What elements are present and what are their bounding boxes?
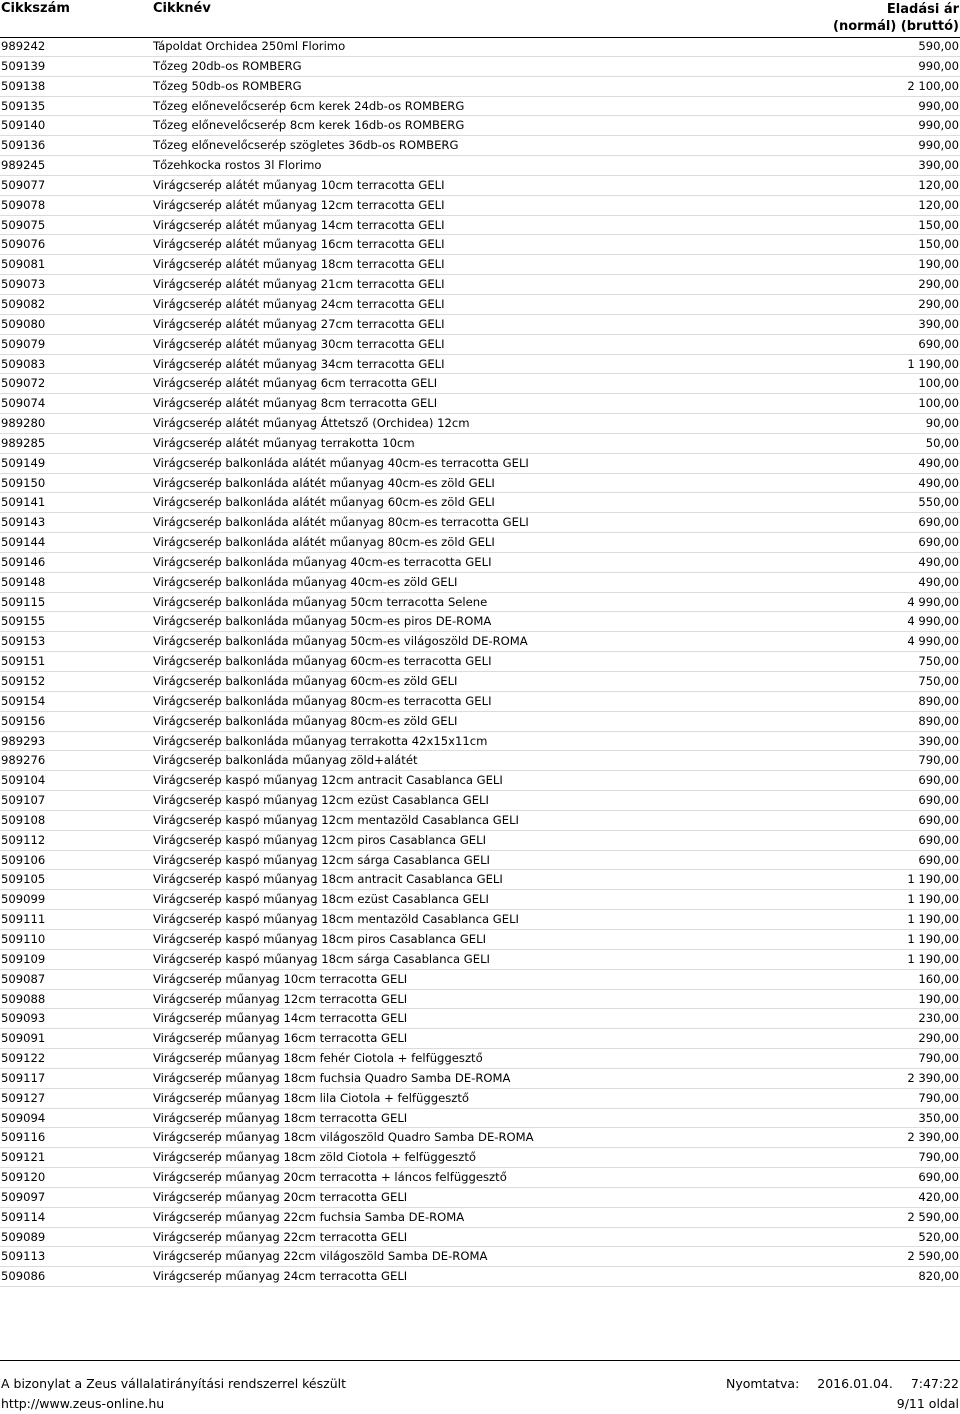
- row-price: 290,00: [918, 277, 959, 292]
- table-row: [0, 37, 960, 57]
- row-price: 350,00: [918, 1110, 959, 1125]
- row-price: 50,00: [925, 435, 959, 450]
- table-row: [0, 136, 960, 156]
- row-code: 989242: [1, 39, 46, 53]
- row-price: 1 190,00: [907, 892, 959, 907]
- product-table-body: [0, 37, 960, 1287]
- row-code: 509111: [1, 912, 46, 927]
- row-price: 520,00: [918, 1229, 959, 1244]
- row-name: Virágcserép műanyag 20cm terracotta GELI: [153, 1189, 408, 1204]
- table-row: [0, 1009, 960, 1029]
- row-price: 820,00: [918, 1269, 959, 1284]
- table-row: [0, 831, 960, 851]
- row-name: Virágcserép alátét műanyag 6cm terracotta GELI: [153, 376, 438, 391]
- row-name: Virágcserép balkonláda műanyag zöld+alátét: [153, 753, 418, 768]
- row-code: 509148: [1, 574, 46, 589]
- row-code: 509122: [1, 1051, 46, 1066]
- row-name: Virágcserép alátét műanyag 30cm terracotta GELI: [153, 336, 445, 351]
- row-price: 2 100,00: [907, 78, 959, 93]
- row-name: Virágcserép műanyag 16cm terracotta GELI: [153, 1031, 408, 1046]
- row-code: 509150: [1, 475, 46, 490]
- table-row: [0, 255, 960, 275]
- table-row: [0, 672, 960, 692]
- footer-printed-label: Nyomtatva:: [725, 1376, 800, 1391]
- row-name: Virágcserép műanyag 22cm fuchsia Samba DE-ROMA: [153, 1209, 465, 1224]
- row-name: Virágcserép műanyag 22cm terracotta GELI: [153, 1229, 408, 1244]
- table-row: [0, 533, 960, 553]
- row-name: Virágcserép kaspó műanyag 12cm piros Casablanca GELI: [153, 832, 487, 847]
- row-price: 690,00: [918, 1170, 959, 1185]
- row-name: Virágcserép alátét műanyag 21cm terracotta GELI: [153, 277, 445, 292]
- row-code: 509081: [1, 257, 46, 272]
- row-price: 4 990,00: [907, 634, 959, 649]
- row-price: 750,00: [918, 654, 959, 669]
- row-price: 100,00: [918, 376, 959, 391]
- row-name: Virágcserép műanyag 18cm terracotta GELI: [153, 1110, 408, 1125]
- row-code: 509094: [1, 1110, 46, 1125]
- row-price: 290,00: [918, 1031, 959, 1046]
- row-price: 490,00: [918, 574, 959, 589]
- table-row: [0, 811, 960, 831]
- table-row: [0, 712, 960, 732]
- row-name: Virágcserép balkonláda alátét műanyag 60cm-es zöld GELI: [153, 495, 495, 510]
- row-code: 509089: [1, 1229, 46, 1244]
- row-price: 690,00: [918, 852, 959, 867]
- row-name: Virágcserép műanyag 14cm terracotta GELI: [153, 1011, 408, 1026]
- row-name: Virágcserép kaspó műanyag 18cm ezüst Casablanca GELI: [153, 892, 489, 907]
- row-price: 230,00: [918, 1011, 959, 1026]
- table-header: [0, 0, 960, 38]
- row-name: Virágcserép kaspó műanyag 12cm sárga Casablanca GELI: [153, 852, 490, 867]
- row-price: 890,00: [918, 693, 959, 708]
- row-name: Virágcserép balkonláda műanyag 50cm-es piros DE-ROMA: [153, 614, 492, 629]
- footer-printed-time: 7:47:22: [910, 1376, 959, 1391]
- row-code: 509072: [1, 376, 46, 391]
- table-row: [0, 394, 960, 414]
- row-price: 890,00: [918, 713, 959, 728]
- row-code: 509097: [1, 1189, 46, 1204]
- table-row: [0, 295, 960, 315]
- row-code: 509139: [1, 58, 46, 73]
- table-row: [0, 851, 960, 871]
- row-code: 509138: [1, 78, 46, 93]
- table-row: [0, 612, 960, 632]
- row-price: 120,00: [918, 177, 959, 192]
- row-name: Virágcserép műanyag 24cm terracotta GELI: [153, 1269, 408, 1284]
- table-row: [0, 1109, 960, 1129]
- row-price: 490,00: [918, 554, 959, 569]
- table-row: [0, 553, 960, 573]
- table-row: [0, 156, 960, 176]
- row-name: Virágcserép balkonláda műanyag terrakotta 42x15x11cm: [153, 733, 488, 748]
- row-code: 509114: [1, 1209, 46, 1224]
- header-name: Cikknév: [153, 1, 211, 16]
- row-name: Virágcserép balkonláda műanyag 60cm-es terracotta GELI: [153, 654, 492, 669]
- row-code: 509104: [1, 773, 46, 788]
- row-name: Virágcserép alátét műanyag 34cm terracotta GELI: [153, 356, 445, 371]
- row-name: Virágcserép alátét műanyag Áttetsző (Orchidea) 12cm: [153, 416, 470, 431]
- table-row: [0, 275, 960, 295]
- row-price: 190,00: [918, 991, 959, 1006]
- table-row: [0, 335, 960, 355]
- row-name: Virágcserép kaspó műanyag 18cm sárga Casablanca GELI: [153, 951, 490, 966]
- row-code: 989276: [1, 753, 46, 768]
- row-code: 509106: [1, 852, 46, 867]
- row-name: Virágcserép műanyag 18cm lila Ciotola + felfüggesztő: [153, 1090, 469, 1105]
- footer-generated-by: A bizonylat a Zeus vállalatirányítási rendszerrel készült: [1, 1376, 346, 1391]
- row-code: 989293: [1, 733, 46, 748]
- row-name: Virágcserép balkonláda műanyag 50cm-es világoszöld DE-ROMA: [153, 634, 528, 649]
- table-row: [0, 1089, 960, 1109]
- row-code: 509091: [1, 1031, 46, 1046]
- row-code: 509117: [1, 1070, 46, 1085]
- row-name: Virágcserép műanyag 12cm terracotta GELI: [153, 991, 408, 1006]
- row-name: Virágcserép műanyag 20cm terracotta + láncos felfüggesztő: [153, 1170, 507, 1185]
- row-price: 690,00: [918, 336, 959, 351]
- row-code: 509121: [1, 1150, 46, 1165]
- row-name: Virágcserép balkonláda műanyag 80cm-es zöld GELI: [153, 713, 458, 728]
- row-name: Virágcserép műanyag 18cm zöld Ciotola + felfüggesztő: [153, 1150, 476, 1165]
- row-code: 509074: [1, 396, 46, 411]
- row-code: 509143: [1, 515, 46, 530]
- row-price: 2 390,00: [907, 1070, 959, 1085]
- row-code: 509136: [1, 138, 46, 153]
- footer-printed: [712, 1376, 959, 1391]
- row-name: Virágcserép balkonláda alátét műanyag 80cm-es terracotta GELI: [153, 515, 529, 530]
- table-row: [0, 990, 960, 1010]
- row-code: 509073: [1, 277, 46, 292]
- table-row: [0, 493, 960, 513]
- row-price: 790,00: [918, 1090, 959, 1105]
- row-code: 509093: [1, 1011, 46, 1026]
- row-name: Virágcserép alátét műanyag 16cm terracotta GELI: [153, 237, 445, 252]
- row-code: 509080: [1, 316, 46, 331]
- row-name: Tápoldat Orchidea 250ml Florimo: [153, 39, 346, 53]
- row-name: Virágcserép kaspó műanyag 18cm piros Casablanca GELI: [153, 931, 487, 946]
- row-price: 490,00: [918, 475, 959, 490]
- table-row: [0, 1247, 960, 1267]
- row-code: 509076: [1, 237, 46, 252]
- table-row: [0, 176, 960, 196]
- row-name: Virágcserép balkonláda műanyag 80cm-es terracotta GELI: [153, 693, 492, 708]
- row-name: Virágcserép kaspó műanyag 18cm mentazöld Casablanca GELI: [153, 912, 519, 927]
- row-code: 509075: [1, 217, 46, 232]
- header-price-line2: (normál) (bruttó): [833, 19, 959, 34]
- row-price: 690,00: [918, 832, 959, 847]
- row-code: 509079: [1, 336, 46, 351]
- row-name: Tőzehkocka rostos 3l Florimo: [153, 158, 322, 173]
- table-row: [0, 632, 960, 652]
- table-row: [0, 970, 960, 990]
- table-row: [0, 1148, 960, 1168]
- footer-page-number: 9/11 oldal: [896, 1396, 959, 1411]
- row-name: Tőzeg előnevelőcserép 6cm kerek 24db-os ROMBERG: [153, 98, 465, 113]
- row-price: 1 190,00: [907, 931, 959, 946]
- table-row: [0, 355, 960, 375]
- row-code: 509120: [1, 1170, 46, 1185]
- row-price: 2 390,00: [907, 1130, 959, 1145]
- row-price: 550,00: [918, 495, 959, 510]
- table-row: [0, 573, 960, 593]
- table-row: [0, 732, 960, 752]
- table-row: [0, 434, 960, 454]
- row-code: 509109: [1, 951, 46, 966]
- row-code: 509108: [1, 812, 46, 827]
- row-name: Virágcserép balkonláda műanyag 40cm-es terracotta GELI: [153, 554, 492, 569]
- row-price: 690,00: [918, 515, 959, 530]
- table-row: [0, 216, 960, 236]
- row-price: 190,00: [918, 257, 959, 272]
- table-row: [0, 692, 960, 712]
- row-price: 150,00: [918, 217, 959, 232]
- footer-printed-date: 2016.01.04.: [817, 1376, 893, 1391]
- row-name: Virágcserép alátét műanyag 8cm terracotta GELI: [153, 396, 438, 411]
- row-code: 509082: [1, 296, 46, 311]
- table-row: [0, 374, 960, 394]
- row-price: 290,00: [918, 296, 959, 311]
- row-name: Virágcserép alátét műanyag 10cm terracotta GELI: [153, 177, 445, 192]
- row-name: Tőzeg előnevelőcserép szögletes 36db-os ROMBERG: [153, 138, 459, 153]
- row-code: 509140: [1, 118, 46, 133]
- row-price: 4 990,00: [907, 594, 959, 609]
- row-code: 509153: [1, 634, 46, 649]
- table-row: [0, 513, 960, 533]
- table-row: [0, 1228, 960, 1248]
- table-row: [0, 751, 960, 771]
- row-code: 509113: [1, 1249, 46, 1264]
- row-code: 989280: [1, 416, 46, 431]
- row-name: Virágcserép alátét műanyag 24cm terracotta GELI: [153, 296, 445, 311]
- row-name: Virágcserép alátét műanyag 27cm terracotta GELI: [153, 316, 445, 331]
- table-row: [0, 950, 960, 970]
- table-row: [0, 1029, 960, 1049]
- row-price: 100,00: [918, 396, 959, 411]
- table-row: [0, 1267, 960, 1287]
- row-name: Virágcserép műanyag 18cm fehér Ciotola + felfüggesztő: [153, 1051, 483, 1066]
- row-price: 690,00: [918, 793, 959, 808]
- footer-url[interactable]: http://www.zeus-online.hu: [1, 1396, 165, 1411]
- table-row: [0, 890, 960, 910]
- row-name: Virágcserép kaspó műanyag 18cm antracit Casablanca GELI: [153, 872, 503, 887]
- row-name: Virágcserép kaspó műanyag 12cm mentazöld Casablanca GELI: [153, 812, 519, 827]
- table-row: [0, 1128, 960, 1148]
- row-price: 90,00: [925, 416, 959, 431]
- row-code: 509107: [1, 793, 46, 808]
- row-name: Virágcserép kaspó műanyag 12cm ezüst Casablanca GELI: [153, 793, 489, 808]
- footer-divider: [0, 1360, 960, 1361]
- row-code: 509156: [1, 713, 46, 728]
- row-code: 509135: [1, 98, 46, 113]
- row-name: Virágcserép balkonláda alátét műanyag 80cm-es zöld GELI: [153, 535, 495, 550]
- row-price: 160,00: [918, 971, 959, 986]
- row-name: Virágcserép műanyag 10cm terracotta GELI: [153, 971, 408, 986]
- row-code: 509115: [1, 594, 46, 609]
- row-name: Virágcserép balkonláda műanyag 50cm terracotta Selene: [153, 594, 488, 609]
- row-price: 990,00: [918, 138, 959, 153]
- row-code: 509099: [1, 892, 46, 907]
- table-row: [0, 474, 960, 494]
- table-row: [0, 116, 960, 136]
- table-row: [0, 652, 960, 672]
- row-price: 390,00: [918, 158, 959, 173]
- row-code: 509110: [1, 931, 46, 946]
- table-row: [0, 1049, 960, 1069]
- row-price: 2 590,00: [907, 1209, 959, 1224]
- row-code: 509088: [1, 991, 46, 1006]
- row-name: Virágcserép műanyag 22cm világoszöld Samba DE-ROMA: [153, 1249, 488, 1264]
- row-name: Virágcserép alátét műanyag terrakotta 10cm: [153, 435, 415, 450]
- table-row: [0, 57, 960, 77]
- row-price: 790,00: [918, 753, 959, 768]
- row-price: 790,00: [918, 1051, 959, 1066]
- row-price: 1 190,00: [907, 356, 959, 371]
- row-price: 150,00: [918, 237, 959, 252]
- row-code: 509105: [1, 872, 46, 887]
- row-name: Virágcserép műanyag 18cm világoszöld Quadro Samba DE-ROMA: [153, 1130, 534, 1145]
- row-name: Virágcserép balkonláda műanyag 40cm-es zöld GELI: [153, 574, 458, 589]
- table-row: [0, 196, 960, 216]
- row-code: 509086: [1, 1269, 46, 1284]
- table-row: [0, 910, 960, 930]
- row-name: Virágcserép balkonláda műanyag 60cm-es zöld GELI: [153, 674, 458, 688]
- row-code: 509144: [1, 535, 46, 550]
- row-price: 690,00: [918, 812, 959, 827]
- table-row: [0, 1069, 960, 1089]
- row-price: 690,00: [918, 773, 959, 788]
- row-code: 509149: [1, 455, 46, 470]
- row-price: 750,00: [918, 674, 959, 688]
- row-code: 509141: [1, 495, 46, 510]
- row-name: Virágcserép alátét műanyag 12cm terracotta GELI: [153, 197, 445, 212]
- row-code: 509083: [1, 356, 46, 371]
- row-name: Tőzeg előnevelőcserép 8cm kerek 16db-os ROMBERG: [153, 118, 465, 133]
- table-row: [0, 1208, 960, 1228]
- row-code: 509087: [1, 971, 46, 986]
- row-code: 509152: [1, 674, 46, 688]
- row-code: 509077: [1, 177, 46, 192]
- row-price: 390,00: [918, 316, 959, 331]
- header-price-line1: Eladási ár: [886, 2, 959, 17]
- row-price: 590,00: [918, 39, 959, 53]
- table-row: [0, 593, 960, 613]
- row-code: 989245: [1, 158, 46, 173]
- table-row: [0, 97, 960, 117]
- row-price: 390,00: [918, 733, 959, 748]
- row-price: 990,00: [918, 118, 959, 133]
- row-code: 509155: [1, 614, 46, 629]
- table-row: [0, 1168, 960, 1188]
- row-name: Tőzeg 20db-os ROMBERG: [153, 58, 302, 73]
- row-price: 490,00: [918, 455, 959, 470]
- table-row: [0, 414, 960, 434]
- row-price: 1 190,00: [907, 872, 959, 887]
- row-code: 509154: [1, 693, 46, 708]
- row-code: 509116: [1, 1130, 46, 1145]
- row-price: 120,00: [918, 197, 959, 212]
- row-price: 2 590,00: [907, 1249, 959, 1264]
- header-code: Cikkszám: [1, 1, 70, 16]
- table-row: [0, 235, 960, 255]
- row-name: Virágcserép kaspó műanyag 12cm antracit Casablanca GELI: [153, 773, 503, 788]
- row-code: 509146: [1, 554, 46, 569]
- table-row: [0, 771, 960, 791]
- row-code: 989285: [1, 435, 46, 450]
- row-price: 790,00: [918, 1150, 959, 1165]
- row-price: 420,00: [918, 1189, 959, 1204]
- row-price: 1 190,00: [907, 951, 959, 966]
- table-row: [0, 930, 960, 950]
- row-code: 509112: [1, 832, 46, 847]
- table-row: [0, 77, 960, 97]
- row-name: Virágcserép alátét műanyag 14cm terracotta GELI: [153, 217, 445, 232]
- row-code: 509078: [1, 197, 46, 212]
- row-name: Virágcserép műanyag 18cm fuchsia Quadro Samba DE-ROMA: [153, 1070, 511, 1085]
- table-row: [0, 791, 960, 811]
- row-name: Tőzeg 50db-os ROMBERG: [153, 78, 302, 93]
- row-price: 690,00: [918, 535, 959, 550]
- row-price: 990,00: [918, 98, 959, 113]
- row-price: 1 190,00: [907, 912, 959, 927]
- row-name: Virágcserép balkonláda alátét műanyag 40cm-es terracotta GELI: [153, 455, 529, 470]
- row-name: Virágcserép alátét műanyag 18cm terracotta GELI: [153, 257, 445, 272]
- table-row: [0, 315, 960, 335]
- table-row: [0, 870, 960, 890]
- row-price: 4 990,00: [907, 614, 959, 629]
- row-name: Virágcserép balkonláda alátét műanyag 40cm-es zöld GELI: [153, 475, 495, 490]
- row-price: 990,00: [918, 58, 959, 73]
- header-price: [833, 1, 959, 35]
- table-row: [0, 454, 960, 474]
- row-code: 509151: [1, 654, 46, 669]
- table-row: [0, 1188, 960, 1208]
- row-code: 509127: [1, 1090, 46, 1105]
